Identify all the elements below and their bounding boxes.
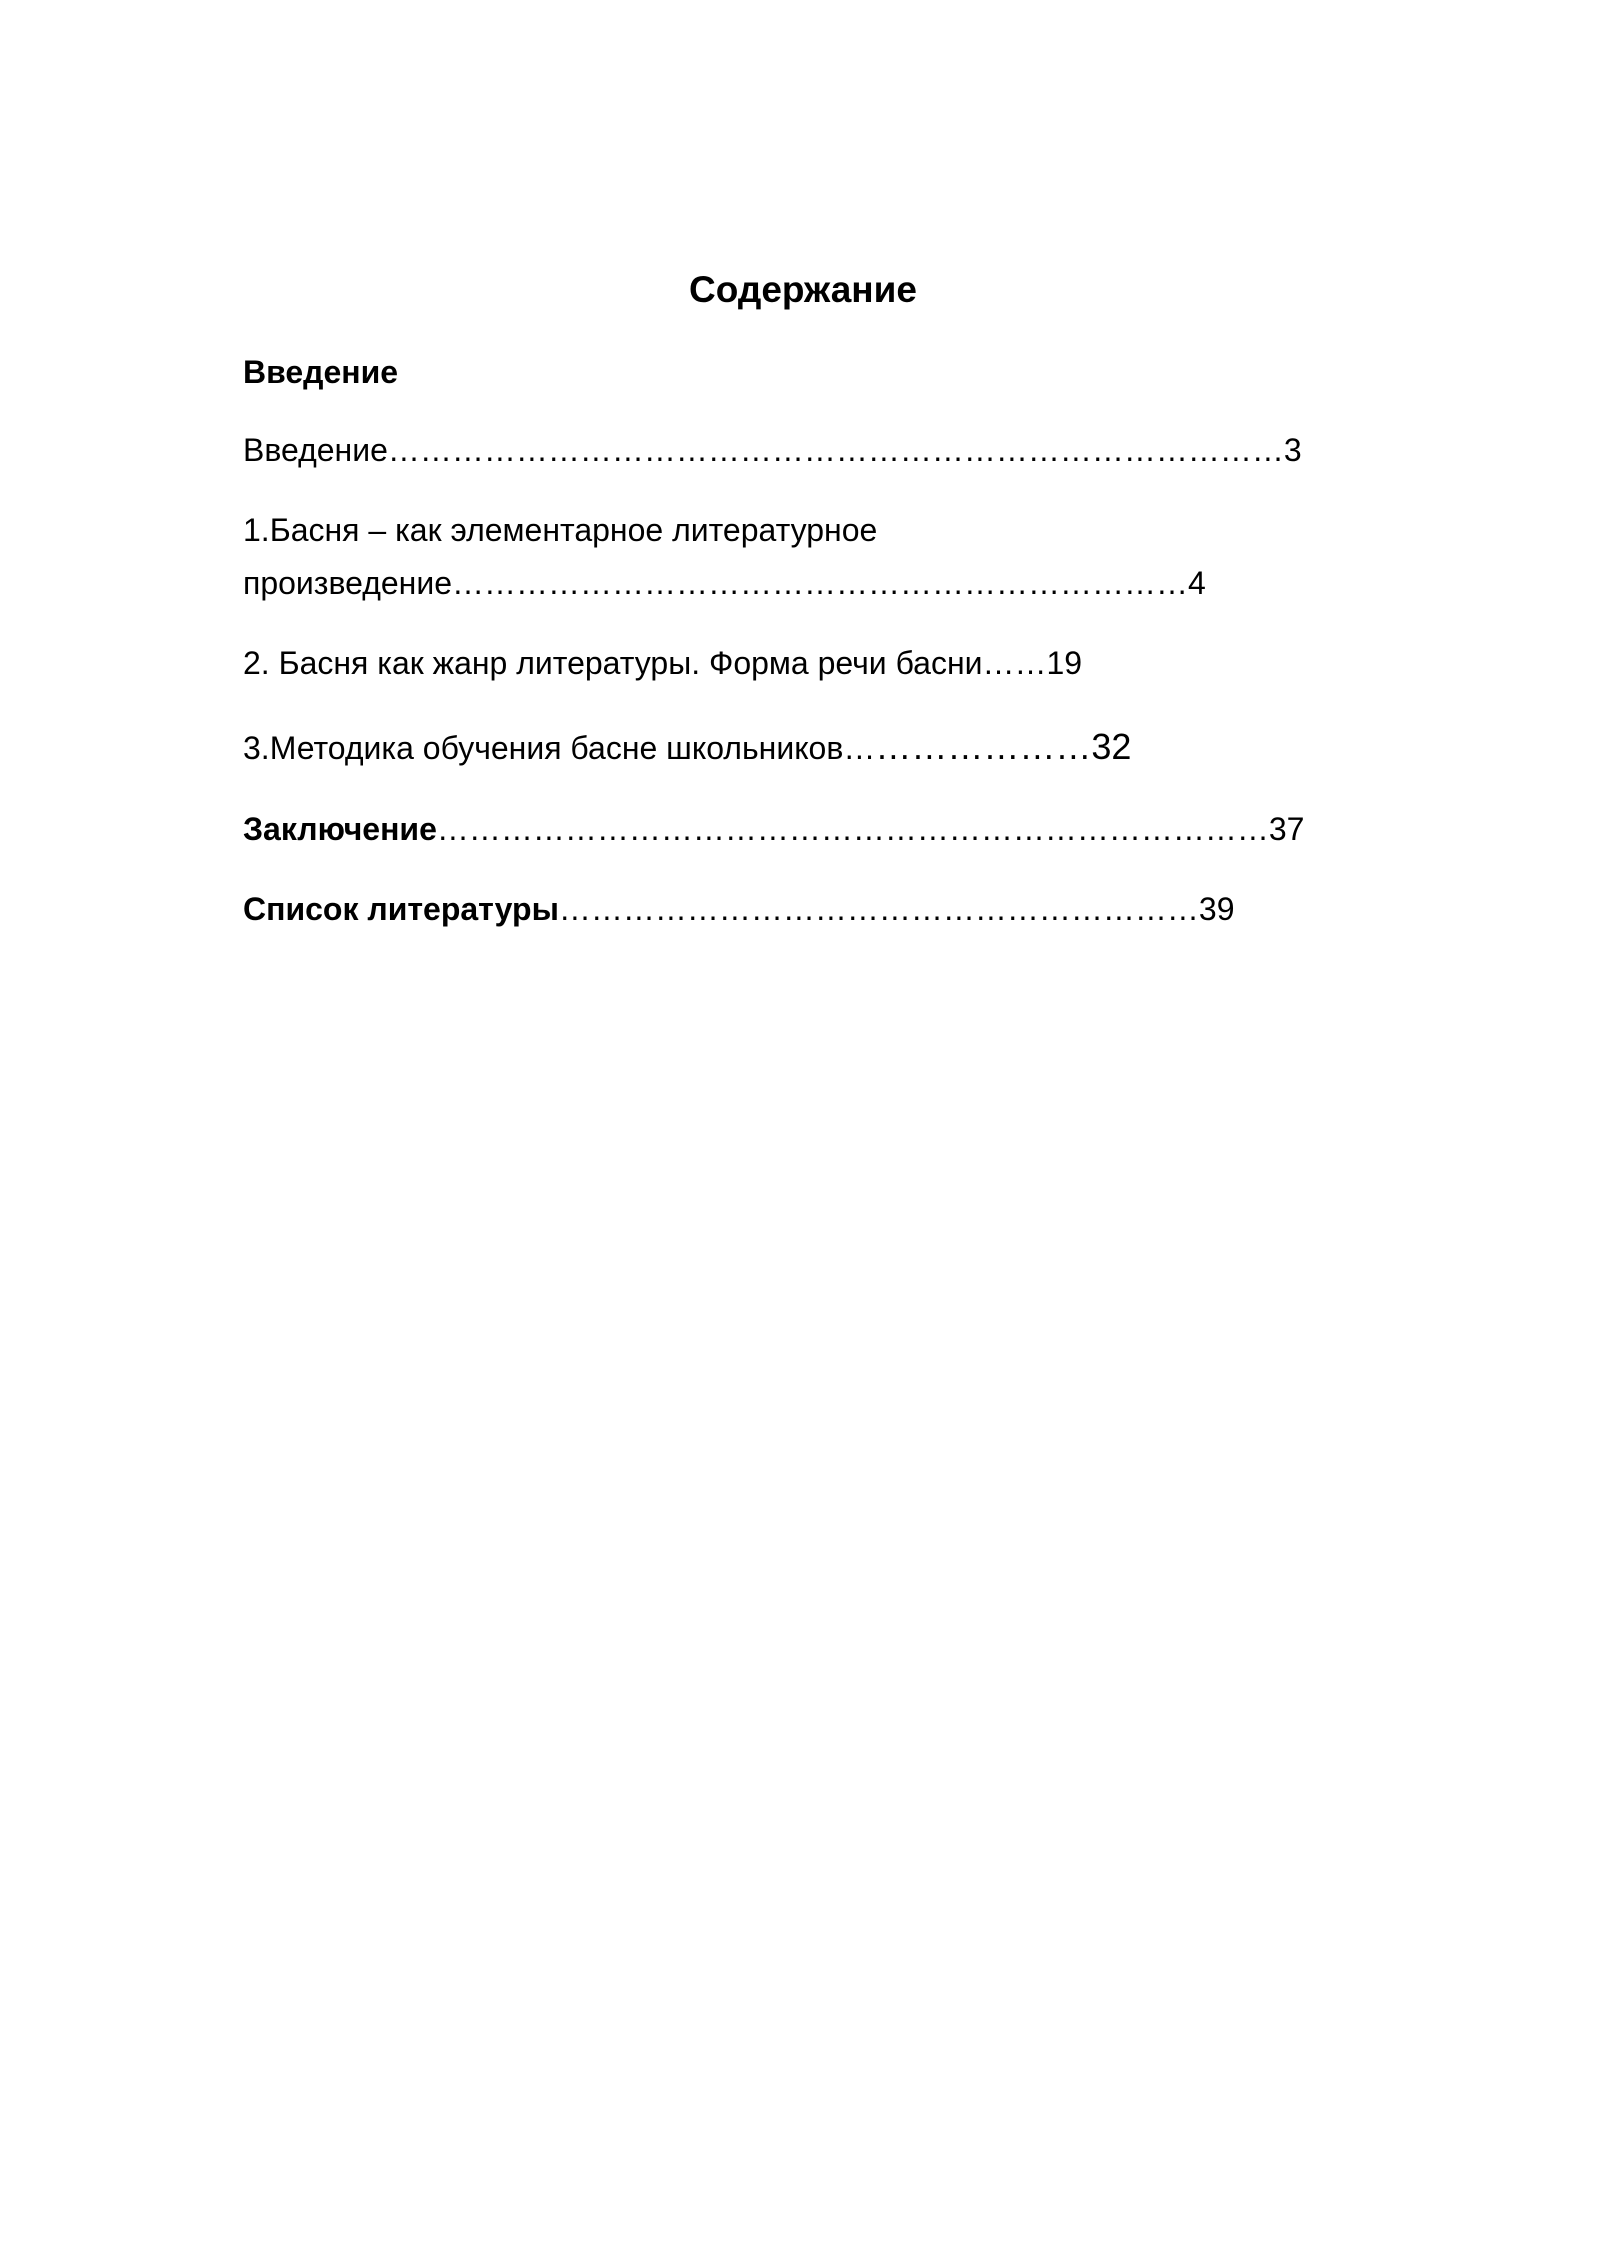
toc-entry-label: Заключение: [243, 811, 437, 847]
toc-entry-conclusion[interactable]: [243, 803, 1304, 856]
toc-entry-fable-line2[interactable]: [243, 557, 1206, 610]
toc-entry-page: 37: [1268, 811, 1305, 847]
toc-entry-page: 19: [1046, 645, 1083, 681]
toc-entry-leader-large: ………………: [875, 726, 1092, 767]
toc-entry-methodology[interactable]: [243, 720, 1131, 775]
toc-entry-introduction[interactable]: [243, 424, 1302, 477]
toc-entry-leader: ……: [982, 645, 1047, 681]
toc-entry-leader: ……………………………………………………………………: [436, 811, 1269, 847]
toc-entry-leader: ……………………………………………………………: [452, 565, 1189, 601]
toc-entry-fable-genre[interactable]: [243, 637, 1082, 690]
toc-entry-leader: …………………………………………………………………………: [387, 432, 1284, 468]
toc-entry-page: 3: [1283, 432, 1302, 468]
page-title: Содержание: [689, 269, 917, 310]
toc-entry-label: Введение: [243, 432, 388, 468]
toc-entry-page: 32: [1091, 726, 1132, 767]
toc-entry-bibliography[interactable]: [243, 883, 1234, 936]
toc-entry-fable-line1[interactable]: [243, 504, 877, 557]
toc-entry-label: 2. Басня как жанр литературы. Форма речи басни: [243, 645, 983, 681]
toc-entry-leader: ……………………………………………………: [558, 891, 1199, 927]
toc-entry-leader-small: …: [843, 730, 876, 766]
toc-entry-label: Список литературы: [243, 891, 559, 927]
toc-entry-label: 1.Басня – как элементарное литературное: [243, 512, 878, 548]
toc-entry-page: 4: [1188, 565, 1206, 601]
toc-entry-page: 39: [1198, 891, 1235, 927]
toc-entry-label: произведение: [243, 565, 453, 601]
toc-entry-label: 3.Методика обучения басне школьников: [243, 730, 844, 766]
intro-heading: Введение: [243, 354, 399, 390]
